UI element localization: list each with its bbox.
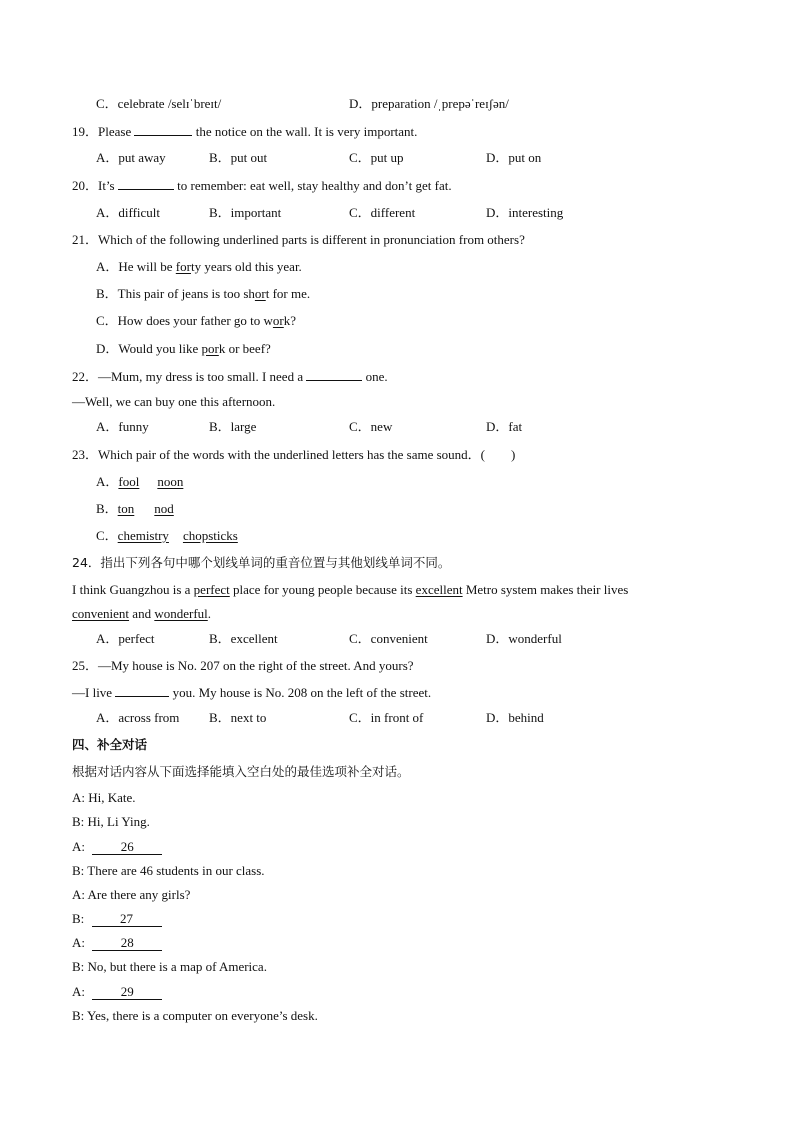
q23-c-label: C． (96, 528, 118, 543)
q20-text-pre: 20．It’s (72, 178, 118, 193)
q24-s1: I think Guangzhou is a (72, 582, 194, 597)
q21-option-c (96, 313, 296, 329)
dialogue-speaker-a: A: (72, 839, 89, 854)
dialogue-speaker-a: A: (72, 935, 89, 950)
dialogue-line-1: A: Hi, Kate. (72, 790, 136, 805)
q19-blank (134, 123, 192, 136)
q21-d-pre: D．Would you like (96, 341, 202, 356)
q24-word-wonderful: wonderful (154, 606, 208, 621)
q19-option-c: C．put up (349, 150, 404, 165)
q20-option-a: A．difficult (96, 205, 161, 220)
q21-d-underlined: por (201, 341, 219, 356)
q25-option-b: B．next to (209, 710, 267, 725)
q20-text-post: to remember: eat well, stay healthy and don’t get fat. (173, 178, 452, 193)
q24-s3: Metro system makes their lives (462, 582, 629, 597)
dialogue-blank-26: 26 (92, 840, 162, 855)
q22-blank (306, 368, 362, 381)
q22-text-post: one. (362, 369, 388, 384)
q25-stem: 25．—My house is No. 207 on the right of the street. And yours? (72, 658, 414, 673)
section-instruction: 根据对话内容从下面选择能填入空白处的最佳选项补全对话。 (72, 764, 410, 779)
q22-reply: —Well, we can buy one this afternoon. (72, 394, 276, 409)
dialogue-line-8: B: No, but there is a map of America. (72, 959, 267, 974)
q24-stem: 24．指出下列各句中哪个划线单词的重音位置与其他划线单词不同。 (72, 555, 451, 570)
q22-option-a: A．funny (96, 419, 149, 434)
q18-option-d: D．preparation /ˌprepəˈreɪʃən/ (349, 96, 509, 111)
q21-c-post: k? (283, 313, 297, 328)
q21-stem: 21．Which of the following underlined parts is different in pronunciation from others? (72, 232, 525, 247)
q24-option-d: D．wonderful (486, 631, 562, 646)
q22-option-c: C．new (349, 419, 393, 434)
q22-option-d: D．fat (486, 419, 523, 434)
q23-a-word1: fool (118, 474, 140, 489)
q19-option-b: B．put out (209, 150, 268, 165)
q24-sentence-line2 (72, 606, 211, 622)
q24-s4: and (129, 606, 155, 621)
q23-option-b (96, 501, 174, 517)
q25-option-a: A．across from (96, 710, 180, 725)
q23-a-word2: noon (157, 474, 184, 489)
q22-option-b: B．large (209, 419, 257, 434)
q23-b-label: B． (96, 501, 118, 516)
q23-option-c (96, 528, 238, 544)
q21-b-pre: B．This pair of jeans is too sh (96, 286, 255, 301)
q23-stem: 23．Which pair of the words with the underlined letters has the same sound．( ) (72, 447, 516, 462)
dialogue-line-6 (72, 911, 162, 927)
q24-s5: . (207, 606, 212, 621)
q20-stem (72, 177, 452, 194)
q21-d-post: k or beef? (218, 341, 271, 356)
q20-option-c: C．different (349, 205, 416, 220)
q21-option-a (96, 259, 302, 275)
q21-b-underlined: or (254, 286, 266, 301)
q20-option-d: D．interesting (486, 205, 564, 220)
q23-option-a (96, 474, 183, 490)
dialogue-blank-29: 29 (92, 985, 162, 1000)
dialogue-line-7 (72, 935, 162, 951)
q24-option-c: C．convenient (349, 631, 428, 646)
q21-b-post: t for me. (265, 286, 311, 301)
q24-option-b: B．excellent (209, 631, 278, 646)
q23-a-label: A． (96, 474, 119, 489)
q25-text-post: you. My house is No. 208 on the left of the street. (169, 685, 432, 700)
dialogue-blank-27: 27 (92, 912, 162, 927)
q18-option-c: C．celebrate /selɪˈbreɪt/ (96, 96, 222, 111)
dialogue-speaker-a: A: (72, 984, 89, 999)
q25-option-d: D．behind (486, 710, 544, 725)
q24-sentence-line1 (72, 582, 628, 598)
q25-blank (115, 684, 169, 697)
q21-option-d (96, 341, 271, 357)
q23-b-word1: ton (117, 501, 135, 516)
q25-option-c: C．in front of (349, 710, 424, 725)
dialogue-line-5: A: Are there any girls? (72, 887, 191, 902)
q24-word-convenient: convenient (72, 606, 130, 621)
q23-c-word1: chemistry (117, 528, 169, 543)
section-title: 四、补全对话 (72, 737, 148, 752)
q21-a-underlined: for (175, 259, 191, 274)
q24-word-excellent: excellent (415, 582, 463, 597)
q23-b-word2: nod (154, 501, 174, 516)
q24-option-a: A．perfect (96, 631, 155, 646)
q24-word-perfect: perfect (193, 582, 230, 597)
q25-text-pre: —I live (72, 685, 116, 700)
q24-s2: place for young people because its (229, 582, 416, 597)
q21-a-post: ty years old this year. (190, 259, 302, 274)
q19-text-pre: 19．Please (72, 124, 135, 139)
q21-c-underlined: or (272, 313, 284, 328)
q21-c-pre: C．How does your father go to w (96, 313, 273, 328)
q22-text-pre: 22．—Mum, my dress is too small. I need a (72, 369, 307, 384)
q20-blank (118, 177, 174, 190)
q19-option-a: A．put away (96, 150, 166, 165)
dialogue-line-10: B: Yes, there is a computer on everyone’s desk. (72, 1008, 318, 1023)
q21-a-pre: A．He will be (96, 259, 176, 274)
dialogue-line-9 (72, 984, 162, 1000)
q21-option-b (96, 286, 310, 302)
dialogue-line-2: B: Hi, Li Ying. (72, 814, 150, 829)
q23-c-word2: chopsticks (182, 528, 238, 543)
q19-text-post: the notice on the wall. It is very important. (192, 124, 418, 139)
q19-stem (72, 123, 417, 140)
dialogue-speaker-b: B: (72, 911, 88, 926)
dialogue-line-4: B: There are 46 students in our class. (72, 863, 265, 878)
q25-reply (72, 684, 431, 701)
q20-option-b: B．important (209, 205, 282, 220)
q19-option-d: D．put on (486, 150, 542, 165)
q22-stem (72, 368, 388, 385)
dialogue-blank-28: 28 (92, 936, 162, 951)
dialogue-line-3 (72, 839, 162, 855)
